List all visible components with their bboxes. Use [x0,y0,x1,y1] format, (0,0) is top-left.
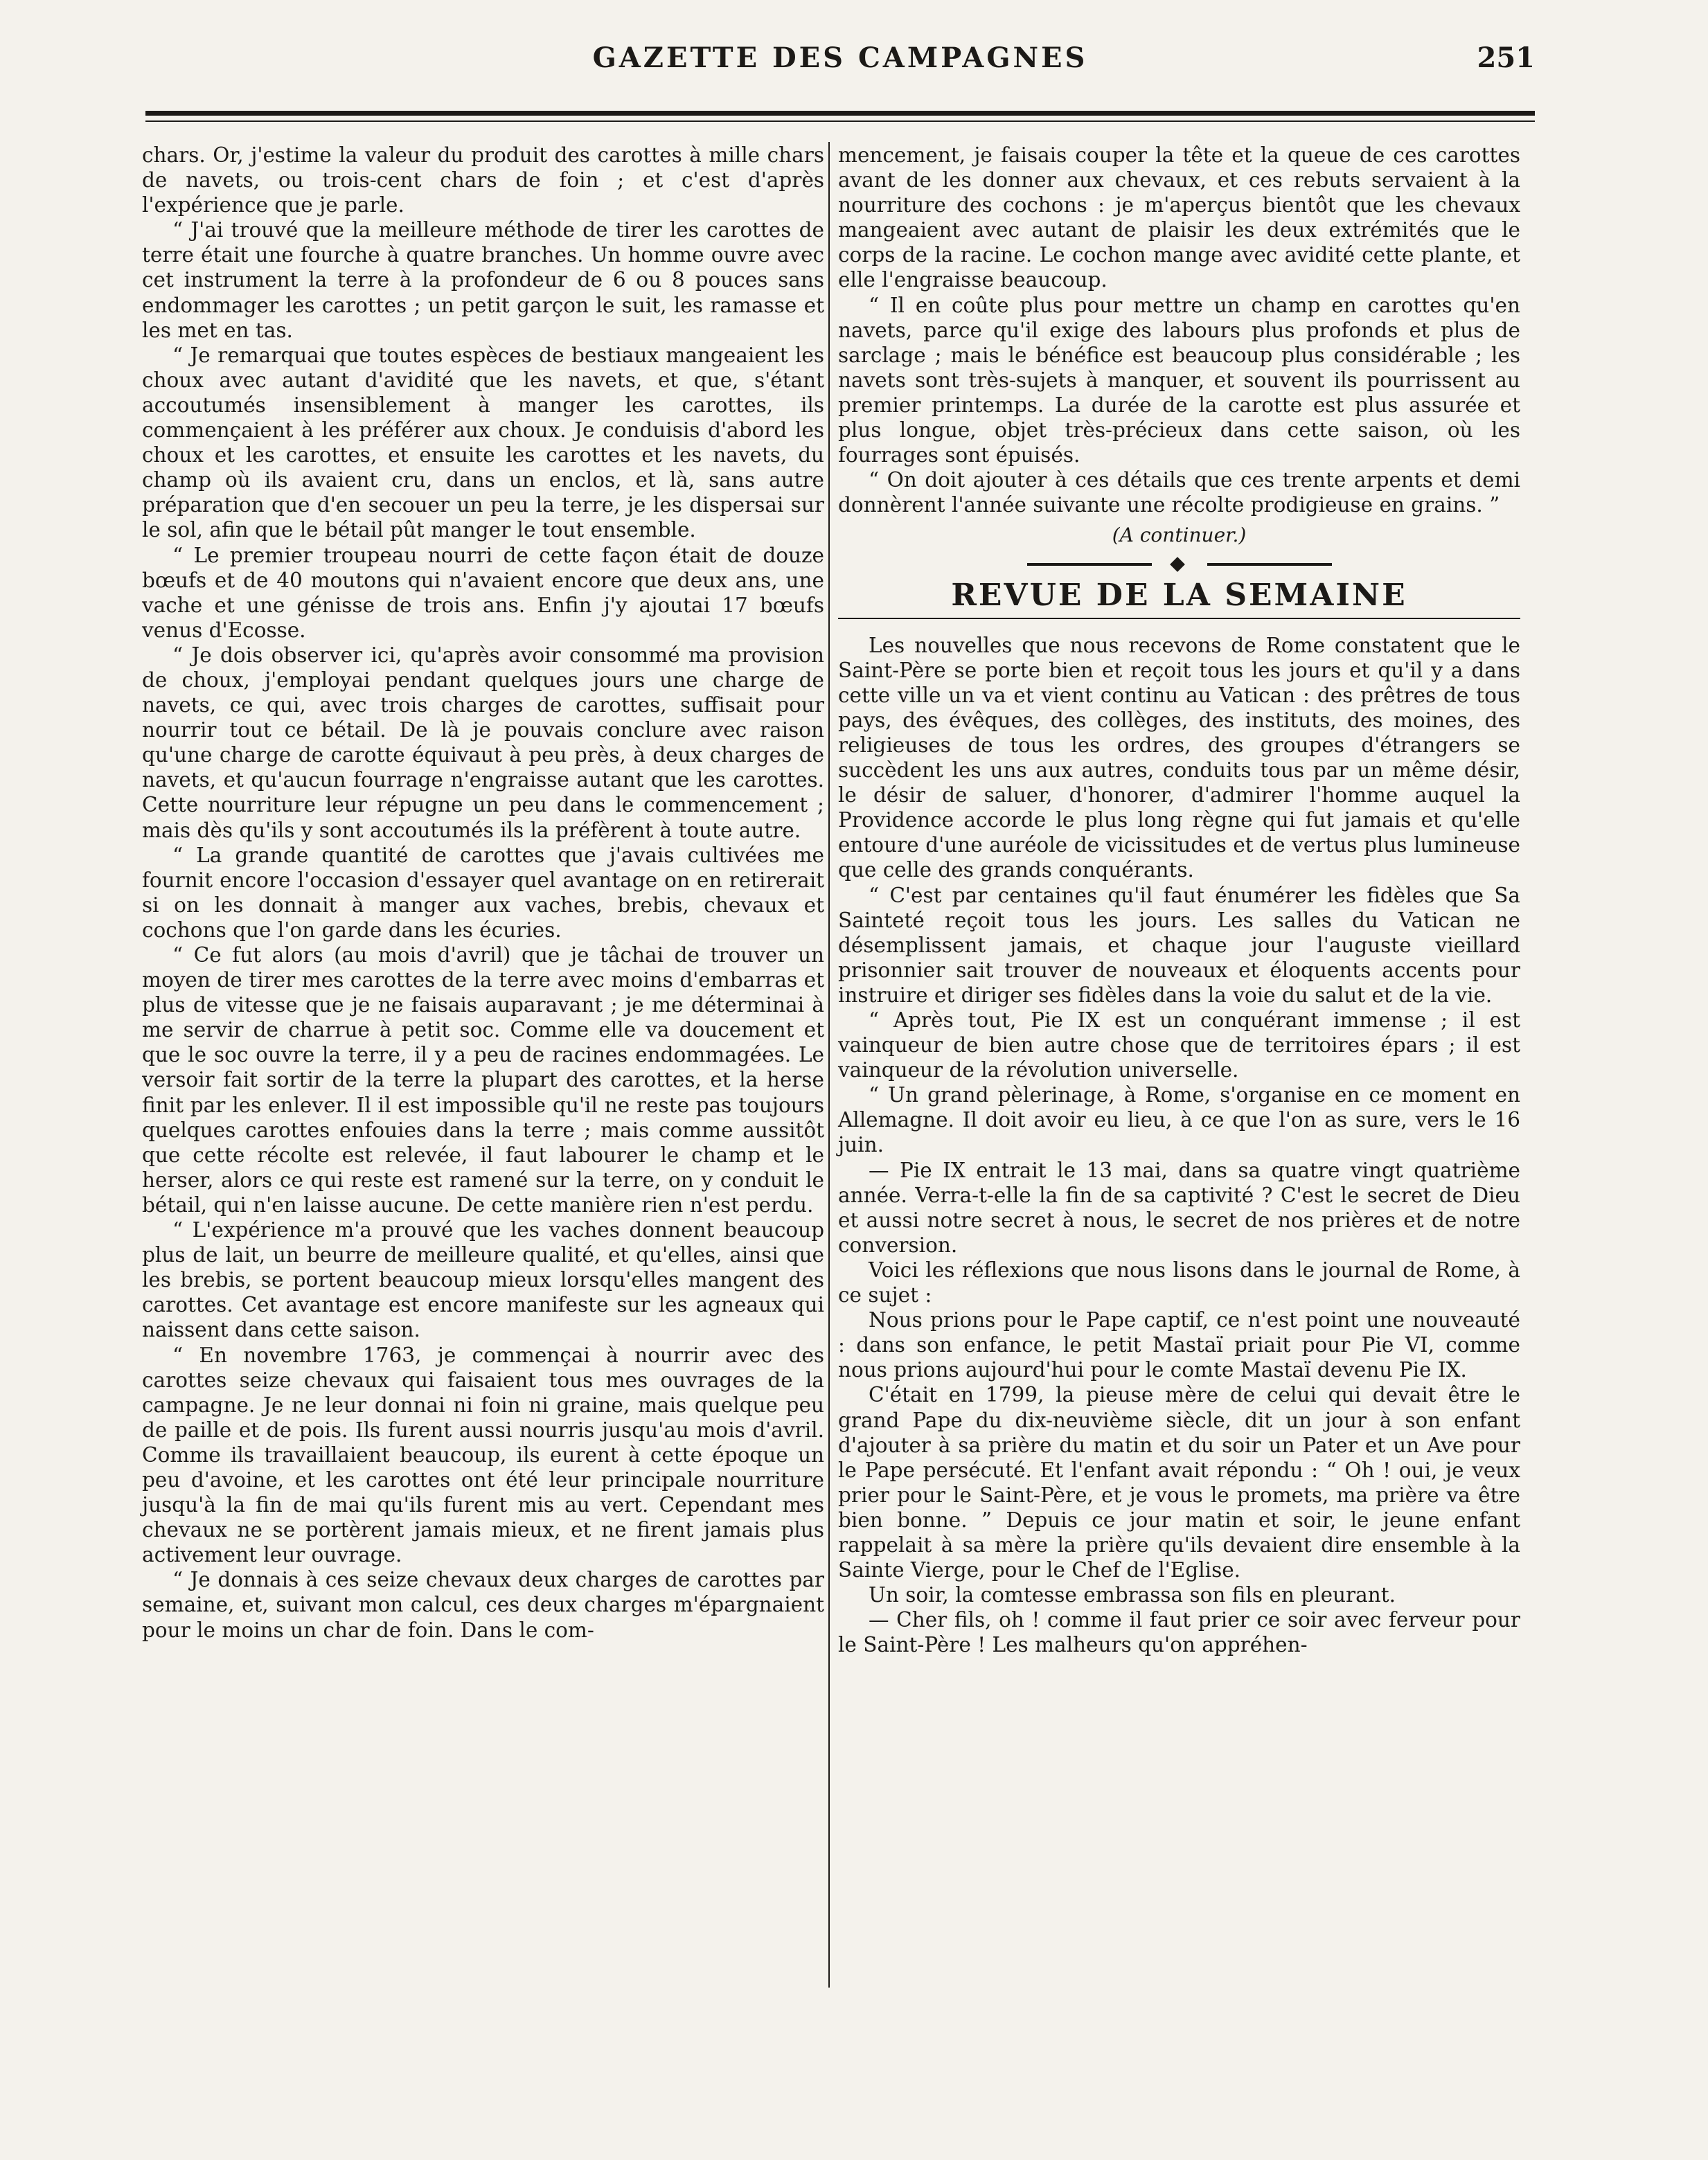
paragraph: Nous prions pour le Pape captif, ce n'est point une nouveauté : dans son enfance, le petit Mastaï priait pour Pie VI, comme nous prions aujourd'hui pour le comte Mastaï devenu Pie IX. [838,1308,1520,1382]
paragraph: chars. Or, j'estime la valeur du produit des carottes à mille chars de navets, ou trois-cent chars de foin ; et c'est d'après l'expérience que je parle. [142,143,824,217]
section-rule [838,618,1520,619]
left-column [142,143,824,1643]
paragraph: “ Il en coûte plus pour mettre un champ en carottes qu'en navets, parce qu'il exige des labours plus profonds et plus de sarclage ; mais le bénéfice est beaucoup plus considérable ; les navets sont très-sujets à manquer, et souvent ils pourrissent au premier printemps. La durée de la carotte est plus assurée et plus longue, objet très-précieux dans cette saison, où les fourrages sont épuisés. [838,293,1520,467]
to-be-continued-note: (A continuer.) [1112,524,1247,547]
paragraph: C'était en 1799, la pieuse mère de celui qui devait être le grand Pape du dix-neuvième siècle, dit un jour à son enfant d'ajouter à sa prière du matin et du soir un Pater et un Ave pour le Pape persécuté. Et l'enfant avait répondu : “ Oh ! oui, je veux prier pour le Saint-Père, et je vous le promets, ma prière va être bien bonne. ” Depuis ce jour matin et soir, le jeune enfant rappelait à sa mère la prière qu'ils devaient dire ensemble à la Sainte Vierge, pour le Chef de l'Eglise. [838,1383,1520,1582]
newspaper-title: GAZETTE DES CAMPAGNES [592,42,1088,74]
section-title-revue: REVUE DE LA SEMAINE [951,577,1407,613]
paragraph: “ Ce fut alors (au mois d'avril) que je tâchai de trouver un moyen de tirer mes carottes de la terre avec moins d'embarras et plus de vitesse que je ne faisais auparavant ; je me déterminai à me servir de charrue à petit soc. Comme elle va doucement et que le soc ouvre la terre, il y a peu de racines endommagées. Le versoir fait sortir de la terre la plupart des carottes, et la herse finit par les enlever. Il il est impossible qu'il ne reste pas toujours quelques carottes enfouies dans la terre ; mais comme aussitôt que cette récolte est relevée, il faut labourer le champ et le herser, alors ce qui reste est ramené sur la terre, on y conduit le bétail, qui n'en laisse aucune. De cette manière rien n'est perdu. [142,943,824,1217]
page-number: 251 [1477,42,1535,74]
paragraph: — Pie IX entrait le 13 mai, dans sa quatre vingt quatrième année. Verra-t-elle la fin de sa captivité ? C'est le secret de Dieu et aussi notre secret à nous, le secret de nos prières et de notre conversion. [838,1158,1520,1257]
agriculture-article-continuation [838,143,1520,517]
paragraph: “ En novembre 1763, je commençai à nourrir avec des carottes seize chevaux qui faisaient tous mes ouvrages de la campagne. Je ne leur donnai ni foin ni graine, mais quelque peu de paille et de pois. Ils furent aussi nourris jusqu'au mois d'avril. Comme ils travaillaient beaucoup, ils eurent à cette époque un peu d'avoine, et les carottes ont été leur principale nourriture jusqu'à la fin de mai qu'ils furent mis au vert. Cependant mes chevaux ne se portèrent jamais mieux, et ne firent jamais plus activement leur ouvrage. [142,1343,824,1567]
paragraph: “ Un grand pèlerinage, à Rome, s'organise en ce moment en Allemagne. Il doit avoir eu lieu, à ce que l'on as sure, vers le 16 juin. [838,1083,1520,1157]
paragraph: “ L'expérience m'a prouvé que les vaches donnent beaucoup plus de lait, un beurre de meilleure qualité, et qu'elles, ainsi que les brebis, se portent beaucoup mieux lorsqu'elles mangent des carottes. Cet avantage est encore manifeste sur les agneaux qui naissent dans cette saison. [142,1218,824,1342]
paragraph: Les nouvelles que nous recevons de Rome constatent que le Saint-Père se porte bien et reçoit tous les jours et qu'il y a dans cette ville un va et vient continu au Vatican : des prêtres de tous pays, des évêques, des collèges, des instituts, des moines, des religieuses de tous les ordres, des groupes d'étrangers se succèdent les uns aux autres, conduits tous par un même désir, le désir de saluer, d'honorer, d'admirer l'homme auquel la Providence accorde le plus long règne qui fut jamais et qu'elle entoure d'une auréole de vicissitudes et de vertus plus lumineuse que celle des grands conquérants. [838,633,1520,882]
paragraph: “ Le premier troupeau nourri de cette façon était de douze bœufs et de 40 moutons qui n'avaient encore que deux ans, une vache et une génisse de trois ans. Enfin j'y ajoutai 17 bœufs venus d'Ecosse. [142,543,824,642]
column-divider [828,142,830,1988]
paragraph: Un soir, la comtesse embrassa son fils en pleurant. [869,1583,1396,1607]
header-rule-thin [145,121,1535,122]
paragraph: “ Je dois observer ici, qu'après avoir consommé ma provision de choux, j'employai pendant quelques jours une charge de navets, ce qui, avec trois charges de carottes, suffisait pour nourrir tout ce bétail. De là je pouvais conclure avec raison qu'une charge de carotte équivaut à peu près, à deux charges de navets, et qu'aucun fourrage n'engraisse autant que les carottes. Cette nourriture leur répugne un peu dans le commencement ; mais dès qu'ils y sont accoutumés ils la préfèrent à toute autre. [142,643,824,842]
header-rule-thick [145,111,1535,116]
masthead [145,42,1535,125]
paragraph: “ On doit ajouter à ces détails que ces trente arpents et demi donnèrent l'année suivante une récolte prodigieuse en grains. ” [838,468,1520,517]
paragraph: “ La grande quantité de carottes que j'avais cultivées me fournit encore l'occasion d'essayer quel avantage on en retirerait si on les donnait à manger aux vaches, brebis, chevaux et cochons que l'on garde dans les écuries. [142,843,824,942]
paragraph: “ Je remarquai que toutes espèces de bestiaux mangeaient les choux avec autant d'avidité que les navets, et que, s'étant accoutumés insensiblement à manger les carottes, ils commençaient à les préférer aux choux. Je conduisis d'abord les choux et les carottes, et ensuite les carottes et les navets, du champ où ils avaient cru, dans un enclos, et là, sans autre préparation que d'en secouer un peu la terre, je les dispersai sur le sol, afin que le bétail pût manger le tout ensemble. [142,343,824,542]
paragraph: mencement, je faisais couper la tête et la queue de ces carottes avant de les donner aux chevaux, et ces rebuts servaient à la nourriture des cochons : je m'aperçus bientôt que les chevaux mangeaient avec autant de plaisir les deux extrémités que le corps de la racine. Le cochon mange avec avidité cette plante, et elle l'engraisse beaucoup. [838,143,1520,292]
paragraph: “ Après tout, Pie IX est un conquérant immense ; il est vainqueur de bien autre chose que de territoires épars ; il est vainqueur de la révolution universelle. [838,1008,1520,1082]
paragraph: Voici les réflexions que nous lisons dans le journal de Rome, à ce sujet : [838,1258,1520,1307]
paragraph: — Cher fils, oh ! comme il faut prier ce soir avec ferveur pour le Saint-Père ! Les malheurs qu'on appréhen- [838,1608,1520,1657]
section-ornament [1027,557,1332,572]
paragraph: “ J'ai trouvé que la meilleure méthode de tirer les carottes de terre était une fourche à quatre branches. Un homme ouvre avec cet instrument la terre à la profondeur de 6 ou 8 pouces sans endommager les carottes ; un petit garçon le suit, les ramasse et les met en tas. [142,218,824,342]
revue-de-la-semaine-article [838,633,1520,1658]
right-column [838,143,1520,1657]
paragraph: “ Je donnais à ces seize chevaux deux charges de carottes par semaine, et, suivant mon calcul, ces deux charges m'épargnaient pour le moins un char de foin. Dans le com- [142,1568,824,1642]
paragraph: “ C'est par centaines qu'il faut énumérer les fidèles que Sa Sainteté reçoit tous les jours. Les salles du Vatican ne désemplissent jamais, et chaque jour l'auguste vieillard prisonnier sait trouver de nouveaux et éloquents accents pour instruire et diriger ses fidèles dans la voie du salut et de la vie. [838,883,1520,1007]
